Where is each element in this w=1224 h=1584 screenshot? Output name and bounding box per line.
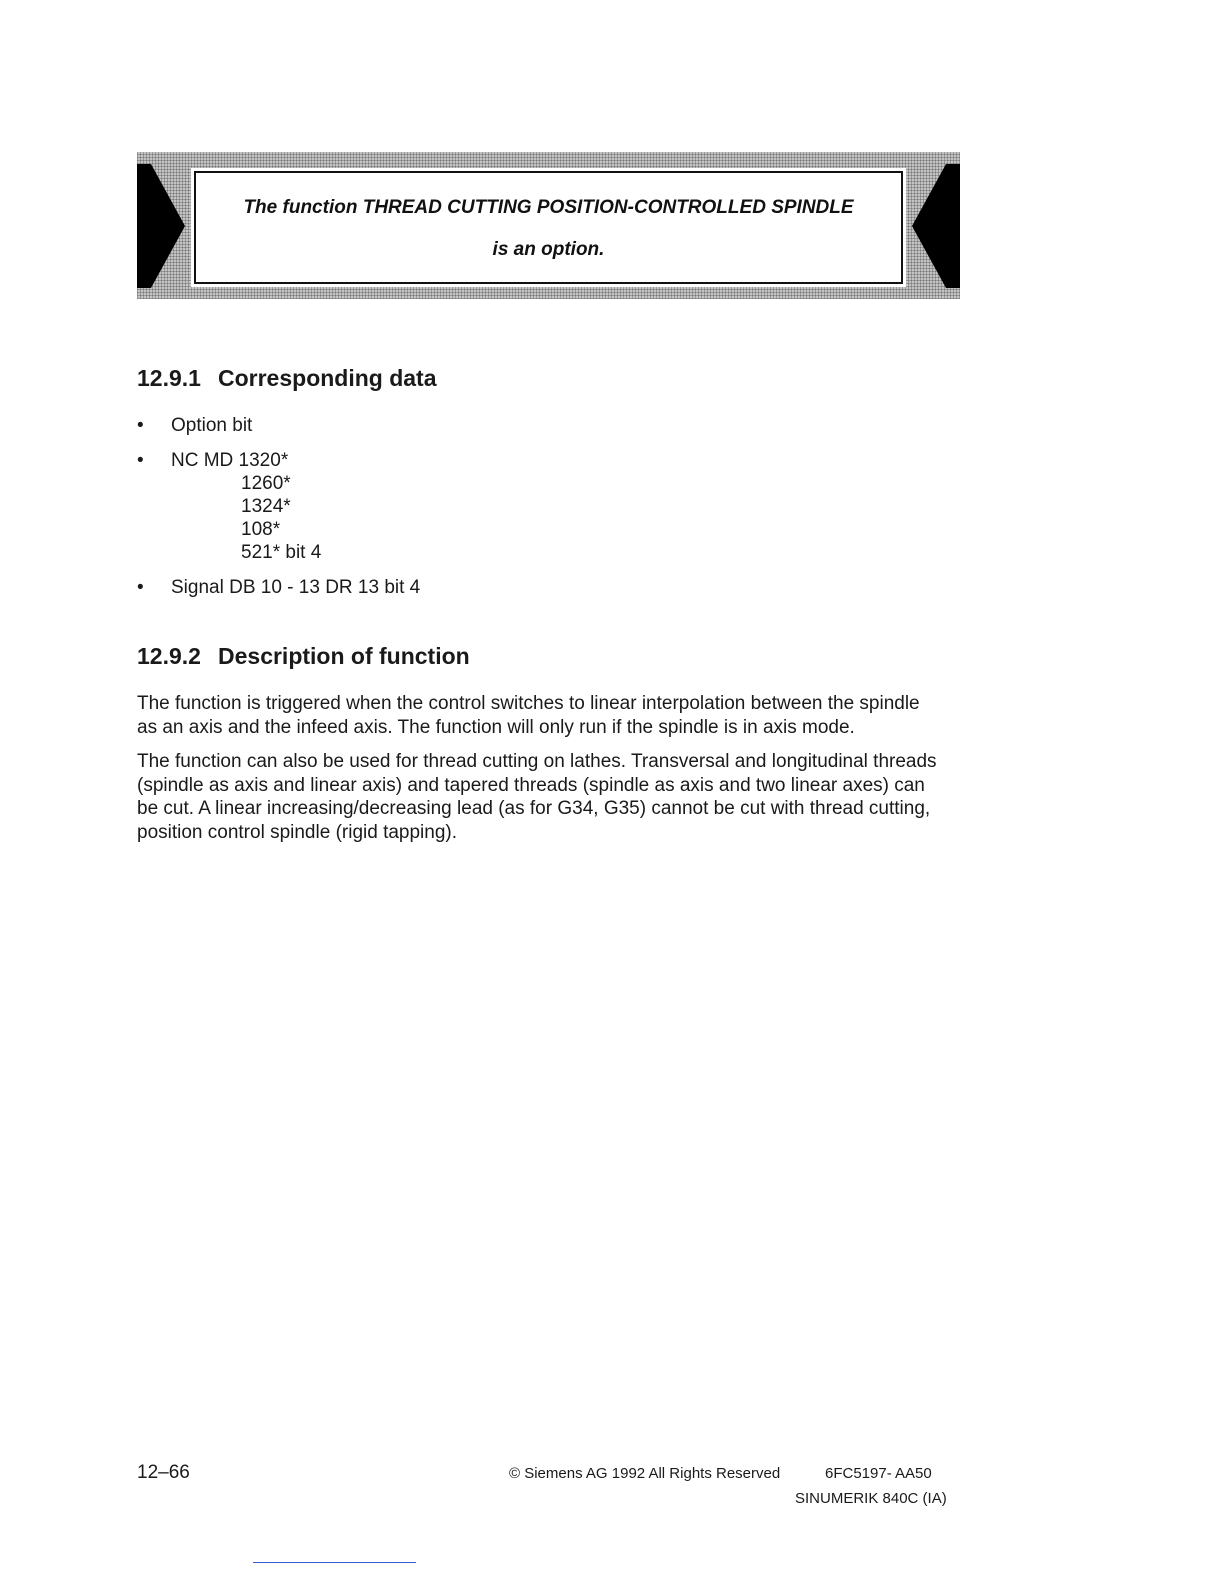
product-name: SINUMERIK 840C (IA) [795,1490,947,1507]
bullet: • [137,450,144,471]
list-item [137,414,420,437]
bullet: • [137,415,144,436]
option-banner [137,152,960,299]
section-title: Corresponding data [218,365,437,391]
arrow-left-icon [912,164,960,288]
list-item [137,449,420,564]
description-paragraph-1: The function is triggered when the control switches to linear interpolation between the spindle as an axis and the infeed axis. The function will only run if the spindle is in axis mode. [137,693,920,738]
section-number: 12.9.2 [137,643,201,669]
order-code: 6FC5197- AA50 [825,1465,932,1482]
list-item [137,576,420,599]
link-underline [253,1562,416,1563]
list-item-text: NC MD 1320* [171,450,289,471]
copyright: © Siemens AG 1992 All Rights Reserved [509,1465,781,1482]
description-paragraph-2: The function can also be used for thread cutting on lathes. Transversal and longitudinal threads (spindle as axis and linear axis) and tapered threads (spindle as axis and two linear axes) can be cut. A linear increasing/decreasing lead (as for G34, G35) cannot be cut with thread cutting, position control spindle (rigid tapping). [137,751,937,843]
md-sub-item: 108* [241,519,281,540]
section-heading-description [137,643,470,670]
section-title: Description of function [218,643,470,669]
md-sub-item: 1260* [241,473,291,494]
banner-text-line-1: The function THREAD CUTTING POSITION-CONTROLLED SPINDLE [243,197,854,218]
md-sub-item: 521* bit 4 [241,542,322,563]
banner-box [194,171,903,284]
corresponding-data-list [137,414,420,611]
list-item-text: Signal DB 10 - 13 DR 13 bit 4 [171,577,421,598]
arrow-right-icon [137,164,185,288]
section-number: 12.9.1 [137,365,201,391]
bullet: • [137,577,144,598]
list-item-text: Option bit [171,415,253,436]
section-heading-corresponding-data [137,365,437,392]
md-sub-item: 1324* [241,496,291,517]
banner-text-line-2: is an option. [492,239,605,260]
page-number: 12–66 [137,1462,190,1483]
